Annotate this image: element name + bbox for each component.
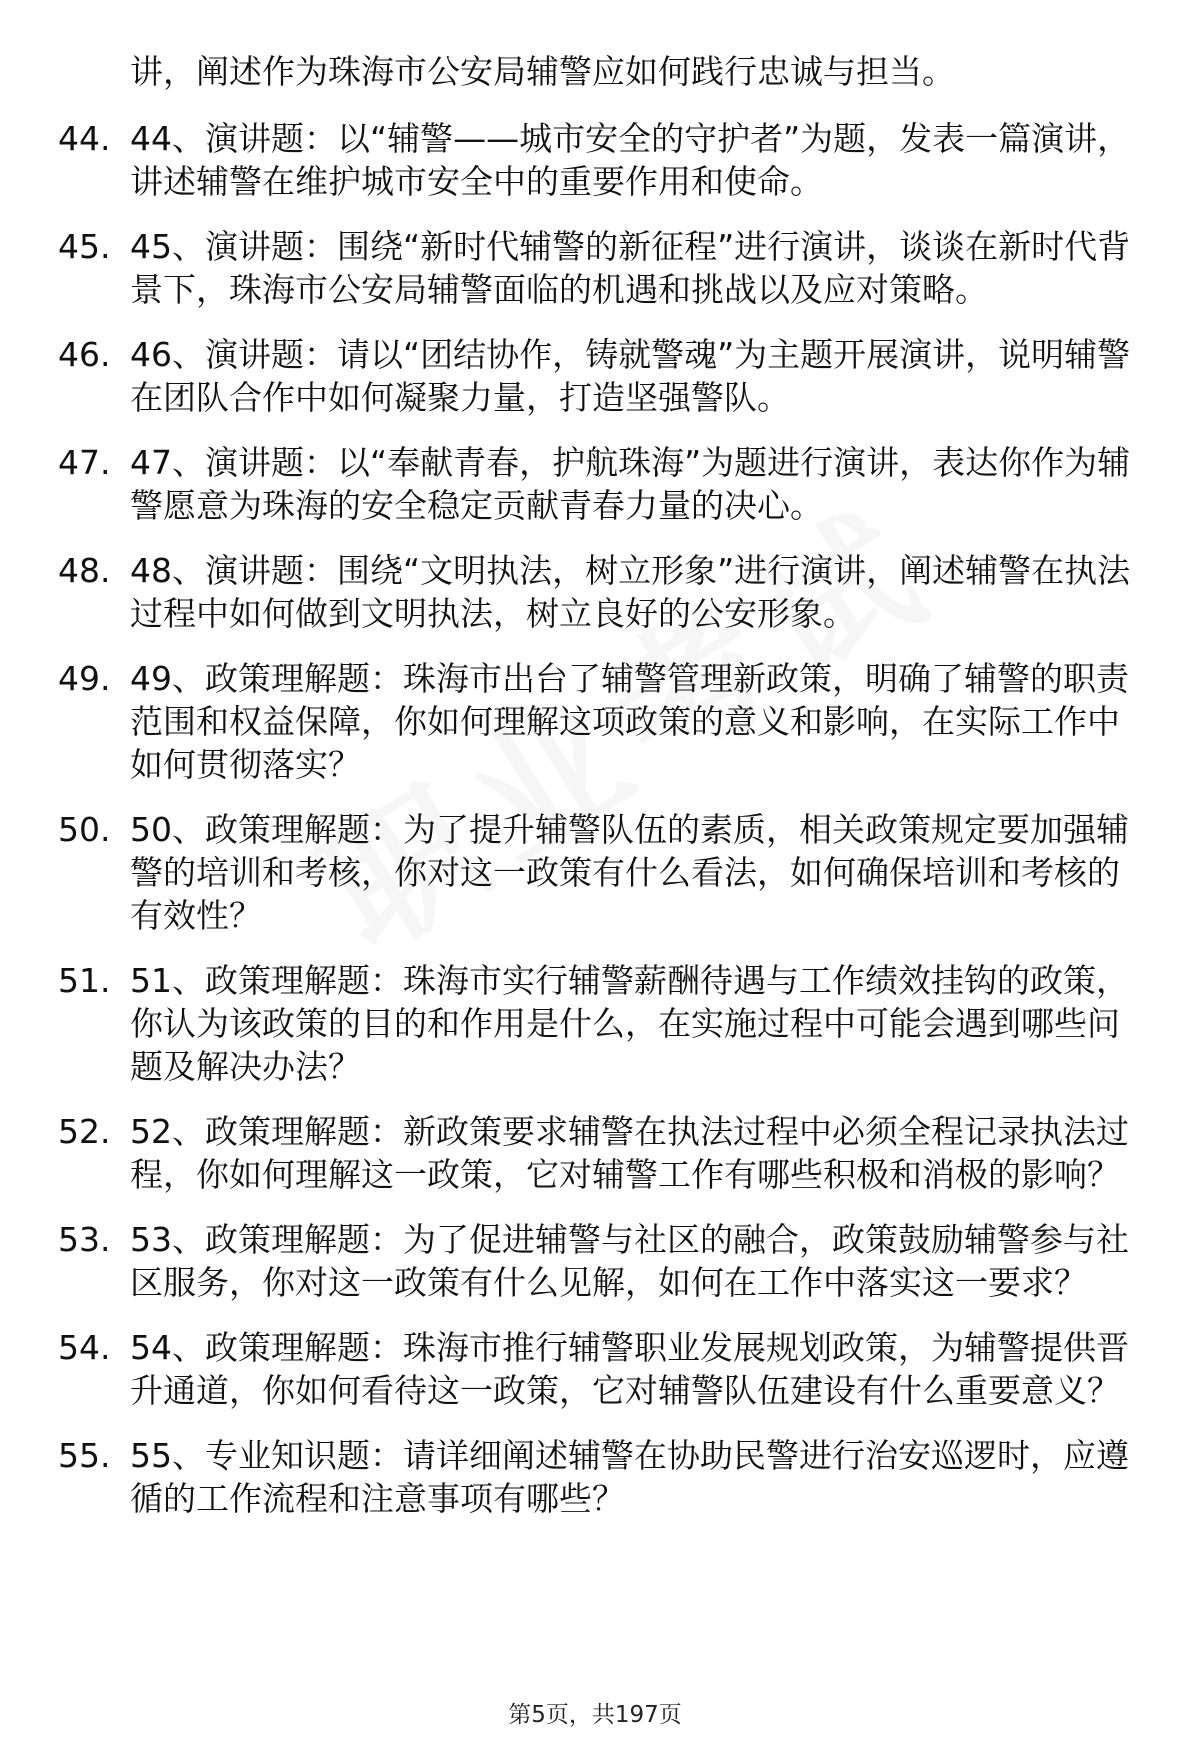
page-footer: 第5页，共197页 [508,1702,682,1728]
question-text: 47、演讲题：以“奉献青春，护航珠海”为题进行演讲，表达你作为辅警愿意为珠海的安全稳定贡献青春力量的决心。 [130,443,1131,525]
list-item [0,657,1190,786]
question-text: 52、政策理解题：新政策要求辅警在执法过程中必须全程记录执法过程，你如何理解这一政策，它对辅警工作有哪些积极和消极的影响？ [130,1112,1129,1194]
list-item [0,225,1190,311]
question-text: 55、专业知识题：请详细阐述辅警在协助民警进行治安巡逻时，应遵循的工作流程和注意事项有哪些？ [130,1436,1129,1518]
question-text: 50、政策理解题：为了提升辅警队伍的素质，相关政策规定要加强辅警的培训和考核，你对这一政策有什么看法，如何确保培训和考核的有效性？ [130,810,1129,935]
question-text: 53、政策理解题：为了促进辅警与社区的融合，政策鼓励辅警参与社区服务，你对这一政策有什么见解，如何在工作中落实这一要求？ [130,1220,1129,1302]
question-list [0,117,1190,1542]
question-number: 55. [58,1436,111,1475]
question-number: 46. [58,335,111,374]
list-item [0,1326,1190,1412]
list-item [0,808,1190,937]
question-text: 54、政策理解题：珠海市推行辅警职业发展规划政策，为辅警提供晋升通道，你如何看待这一政策，它对辅警队伍建设有什么重要意义？ [130,1328,1129,1410]
list-item [0,549,1190,635]
continuation-paragraph: 讲，阐述作为珠海市公安局辅警应如何践行忠诚与担当。 [130,52,955,91]
list-item [0,117,1190,203]
question-text: 45、演讲题：围绕“新时代辅警的新征程”进行演讲，谈谈在新时代背景下，珠海市公安局辅警面临的机遇和挑战以及应对策略。 [130,227,1131,309]
question-text: 48、演讲题：围绕“文明执法，树立形象”进行演讲，阐述辅警在执法过程中如何做到文明执法，树立良好的公安形象。 [130,551,1131,633]
list-item [0,441,1190,527]
question-number: 51. [58,961,111,1000]
question-number: 48. [58,551,111,590]
question-number: 52. [58,1112,111,1151]
list-item [0,333,1190,419]
question-number: 54. [58,1328,111,1367]
question-number: 44. [58,119,111,158]
list-item [0,1110,1190,1196]
list-item [0,1218,1190,1304]
list-item [0,1434,1190,1520]
question-number: 53. [58,1220,111,1259]
question-number: 49. [58,659,111,698]
question-text: 44、演讲题：以“辅警——城市安全的守护者”为题，发表一篇演讲，讲述辅警在维护城市安全中的重要作用和使命。 [130,119,1131,201]
question-text: 49、政策理解题：珠海市出台了辅警管理新政策，明确了辅警的职责范围和权益保障，你如何理解这项政策的意义和影响，在实际工作中如何贯彻落实？ [130,659,1129,784]
question-number: 45. [58,227,111,266]
question-text: 46、演讲题：请以“团结协作，铸就警魂”为主题开展演讲，说明辅警在团队合作中如何凝聚力量，打造坚强警队。 [130,335,1131,417]
list-item [0,959,1190,1088]
question-number: 47. [58,443,111,482]
question-text: 51、政策理解题：珠海市实行辅警薪酬待遇与工作绩效挂钩的政策，你认为该政策的目的和作用是什么，在实施过程中可能会遇到哪些问题及解决办法？ [130,961,1129,1086]
question-number: 50. [58,810,111,849]
